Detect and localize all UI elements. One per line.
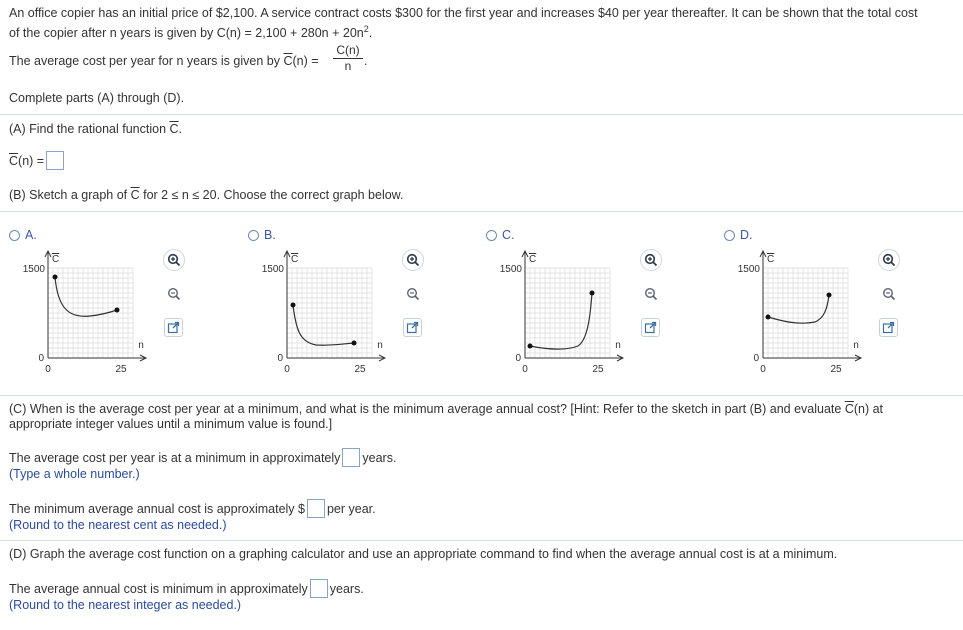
option-label: A. bbox=[25, 228, 37, 242]
zoom-in-icon[interactable] bbox=[878, 249, 900, 271]
option-label: B. bbox=[264, 228, 276, 242]
zoom-out-icon[interactable] bbox=[640, 283, 662, 305]
zoom-out-icon[interactable] bbox=[163, 283, 185, 305]
x-axis-label: n bbox=[615, 340, 621, 351]
graph-plot bbox=[9, 245, 159, 375]
rational-function-input[interactable] bbox=[46, 151, 64, 170]
part-b-title: (B) Sketch a graph of $\overline{C}$ for 2 ≤ n ≤ 20. Choose the correct graph below. bbox=[9, 188, 404, 202]
average-cost-definition: The average cost per year for n years is given by $\overline{C}(n)$ = bbox=[9, 54, 319, 68]
curve bbox=[530, 293, 592, 349]
y-tick-label: 0 bbox=[38, 353, 44, 364]
popout-icon[interactable] bbox=[403, 318, 422, 337]
x-tick-label: 0 bbox=[760, 364, 766, 375]
part-c-title-line-2: appropriate integer values until a minimum value is found.] bbox=[9, 417, 333, 431]
part-a-answer-row: $\overline{C}$ (n) = bbox=[9, 151, 66, 170]
x-tick-label: 25 bbox=[830, 364, 842, 375]
part-c-title-line-1: (C) When is the average cost per year at a minimum, and what is the minimum average annual cost? [Hint: Refer to the sketch in part (B) and evaluate $\overline{C}(n)$ at bbox=[9, 402, 884, 416]
endpoint-dot bbox=[115, 308, 120, 313]
min-cost-input[interactable] bbox=[307, 499, 325, 518]
y-axis-label: C bbox=[767, 254, 775, 265]
x-axis-label: n bbox=[138, 340, 144, 351]
y-tick-label: 1500 bbox=[737, 264, 760, 275]
endpoint-dot bbox=[53, 275, 58, 280]
x-tick-label: 0 bbox=[284, 364, 290, 375]
part-d-hint: (Round to the nearest integer as needed.) bbox=[9, 598, 242, 612]
graph-plot bbox=[248, 245, 398, 375]
x-tick-label: 25 bbox=[354, 364, 366, 375]
x-tick-label: 0 bbox=[45, 364, 51, 375]
x-tick-label: 25 bbox=[592, 364, 604, 375]
curve bbox=[768, 295, 829, 323]
fraction-period: . bbox=[364, 54, 368, 68]
popout-icon[interactable] bbox=[879, 318, 898, 337]
x-tick-label: 0 bbox=[522, 364, 528, 375]
option-b-radio[interactable] bbox=[248, 228, 276, 242]
y-axis-label: C bbox=[291, 254, 299, 265]
endpoint-dot bbox=[827, 293, 832, 298]
x-axis-label: n bbox=[377, 340, 383, 351]
option-label: D. bbox=[740, 228, 753, 242]
part-d-question: The average annual cost is minimum in approximately years. bbox=[9, 579, 364, 598]
divider bbox=[0, 395, 963, 396]
popout-icon[interactable] bbox=[164, 318, 183, 337]
endpoint-dot bbox=[352, 341, 357, 346]
graph-plot bbox=[486, 245, 636, 375]
min-years-calculator-input[interactable] bbox=[310, 579, 328, 598]
y-tick-label: 1500 bbox=[261, 264, 284, 275]
endpoint-dot bbox=[590, 291, 595, 296]
option-label: C. bbox=[502, 228, 515, 242]
zoom-in-icon[interactable] bbox=[402, 249, 424, 271]
part-c-question-2: The minimum average annual cost is approximately $ per year. bbox=[9, 499, 376, 518]
y-axis-label: C bbox=[52, 254, 60, 265]
option-c-radio[interactable] bbox=[486, 228, 515, 242]
endpoint-dot bbox=[528, 344, 533, 349]
y-axis-label: C bbox=[529, 254, 537, 265]
x-axis-label: n bbox=[853, 340, 859, 351]
option-d-radio[interactable] bbox=[724, 228, 753, 242]
divider bbox=[0, 211, 963, 212]
fraction-denominator: n bbox=[344, 59, 352, 73]
x-tick-label: 25 bbox=[115, 364, 127, 375]
y-tick-label: 0 bbox=[277, 353, 283, 364]
part-d-title: (D) Graph the average cost function on a graphing calculator and use an appropriate command to find when the average annual cost is at a minimum. bbox=[9, 547, 838, 561]
radio-button-icon[interactable] bbox=[248, 230, 259, 241]
radio-button-icon[interactable] bbox=[724, 230, 735, 241]
part-c-hint-1: (Type a whole number.) bbox=[9, 467, 140, 481]
option-a-radio[interactable] bbox=[9, 228, 37, 242]
y-tick-label: 0 bbox=[515, 353, 521, 364]
divider bbox=[0, 540, 963, 541]
part-c-hint-2: (Round to the nearest cent as needed.) bbox=[9, 518, 227, 532]
complete-instructions: Complete parts (A) through (D). bbox=[9, 91, 185, 105]
y-tick-label: 1500 bbox=[22, 264, 45, 275]
y-tick-label: 0 bbox=[753, 353, 759, 364]
zoom-out-icon[interactable] bbox=[878, 283, 900, 305]
endpoint-dot bbox=[291, 303, 296, 308]
graph-plot bbox=[724, 245, 874, 375]
problem-line-2: of the copier after n years is given by $C(n) = 2,100 + 280n + 20n^2$. bbox=[9, 24, 373, 41]
part-c-question-1: The average cost per year is at a minimum in approximately years. bbox=[9, 448, 396, 467]
y-tick-label: 1500 bbox=[499, 264, 522, 275]
radio-button-icon[interactable] bbox=[486, 230, 497, 241]
zoom-in-icon[interactable] bbox=[163, 249, 185, 271]
zoom-out-icon[interactable] bbox=[402, 283, 424, 305]
radio-button-icon[interactable] bbox=[9, 230, 20, 241]
endpoint-dot bbox=[766, 315, 771, 320]
zoom-in-icon[interactable] bbox=[640, 249, 662, 271]
popout-icon[interactable] bbox=[641, 318, 660, 337]
problem-line-1: An office copier has an initial price of $2,100. A service contract costs $300 for the first year and increases $40 per year thereafter. It can be shown that the total cost bbox=[9, 6, 918, 20]
fraction bbox=[333, 43, 363, 73]
min-years-input[interactable] bbox=[342, 448, 360, 467]
part-a-title: (A) Find the rational function $\overline{C}$. bbox=[9, 122, 183, 136]
divider bbox=[0, 114, 963, 115]
fraction-numerator: C(n) bbox=[333, 43, 363, 59]
